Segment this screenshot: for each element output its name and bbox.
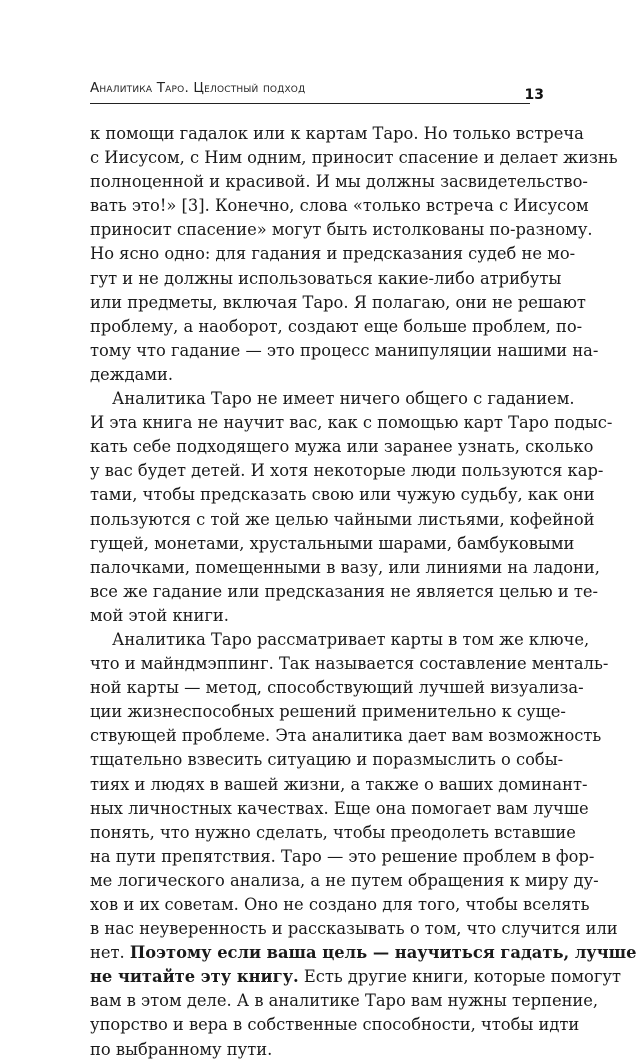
text-line: вать это!» [3]. Конечно, слова «только встреча с Иисусом	[90, 196, 589, 216]
text-line: в нас неуверенность и рассказывать о том, что случится или	[90, 919, 618, 939]
text-line: Аналитика Таро не имеет ничего общего с гаданием.	[112, 389, 575, 409]
body-text	[90, 122, 637, 1062]
text-line: ствующей проблеме. Эта аналитика дает вам возможность	[90, 726, 602, 746]
text-line: ной карты — метод, способствующий лучшей визуализа-	[90, 678, 584, 698]
text-line: пользуются с той же целью чайными листьями, кофейной	[90, 509, 595, 529]
text-line: с Иисусом, с Ним одним, приносит спасение и делает жизнь	[90, 148, 618, 168]
text-line: приносит спасение» могут быть истолкованы по-разному.	[90, 220, 593, 240]
text-line: мой этой книги.	[90, 605, 229, 625]
text-line: тами, чтобы предсказать свою или чужую судьбу, как они	[90, 485, 595, 505]
text-line: кать себе подходящего мужа или заранее узнать, сколько	[90, 437, 594, 457]
text-line: или предметы, включая Таро. Я полагаю, они не решают	[90, 292, 586, 312]
text-line	[90, 965, 621, 989]
header-rule	[90, 103, 530, 104]
text-line: тщательно взвесить ситуацию и поразмыслить о собы-	[90, 750, 564, 770]
text-line: палочками, помещенными в вазу, или линиями на ладони,	[90, 557, 600, 577]
emphasis-text: не читайте эту книгу.	[90, 967, 299, 987]
text-line: на пути препятствия. Таро — это решение проблем в фор-	[90, 846, 595, 866]
text-line: по выбранному пути.	[90, 1039, 273, 1059]
text-line: к помощи гадалок или к картам Таро. Но только встреча	[90, 124, 584, 143]
text-line: ме логического анализа, а не путем обращения к миру ду-	[90, 870, 599, 890]
text-line: полноценной и красивой. И мы должны засвидетельство-	[90, 172, 588, 192]
text-line: все же гадание или предсказания не является целью и те-	[90, 581, 599, 601]
page-number: 13	[524, 87, 544, 103]
text-line: хов и их советам. Оно не создано для того, чтобы вселять	[90, 895, 590, 914]
text-line: ных личностных качествах. Еще она помогает вам лучше	[90, 798, 589, 818]
text-line: у вас будет детей. И хотя некоторые люди пользуются кар-	[90, 461, 604, 481]
text-line: Но ясно одно: для гадания и предсказания судеб не мо-	[90, 244, 576, 264]
text-line: тому что гадание — это процесс манипуляции нашими на-	[90, 340, 599, 360]
text-line: деждами.	[90, 364, 174, 384]
text-line-start: нет.	[90, 943, 125, 963]
text-line: вам в этом деле. А в аналитике Таро вам нужны терпение,	[90, 991, 599, 1011]
running-header	[90, 80, 544, 104]
text-line: И эта книга не научит вас, как с помощью карт Таро подыс-	[90, 413, 613, 433]
text-line: ции жизнеспособных решений применительно к суще-	[90, 702, 566, 722]
text-line: тиях и людях в вашей жизни, а также о ваших доминант-	[90, 774, 588, 794]
text-line	[90, 941, 637, 965]
text-line: что и майндмэппинг. Так называется составление менталь-	[90, 654, 609, 674]
text-line: понять, что нужно сделать, чтобы преодолеть вставшие	[90, 822, 576, 842]
text-line: проблему, а наоборот, создают еще больше проблем, по-	[90, 316, 583, 336]
text-line: гут и не должны использоваться какие-либо атрибуты	[90, 268, 562, 288]
text-line-end: Есть другие книги, которые помогут	[303, 967, 621, 987]
emphasis-text: Поэтому если ваша цель — научиться гадать, лучше	[129, 943, 637, 963]
text-line: гущей, монетами, хрустальными шарами, бамбуковыми	[90, 533, 575, 553]
text-line: упорство и вера в собственные способности, чтобы идти	[90, 1015, 580, 1035]
running-header-title: Аналитика Таро. Целостный подход	[90, 80, 306, 96]
text-line: Аналитика Таро рассматривает карты в том же ключе,	[112, 629, 590, 649]
